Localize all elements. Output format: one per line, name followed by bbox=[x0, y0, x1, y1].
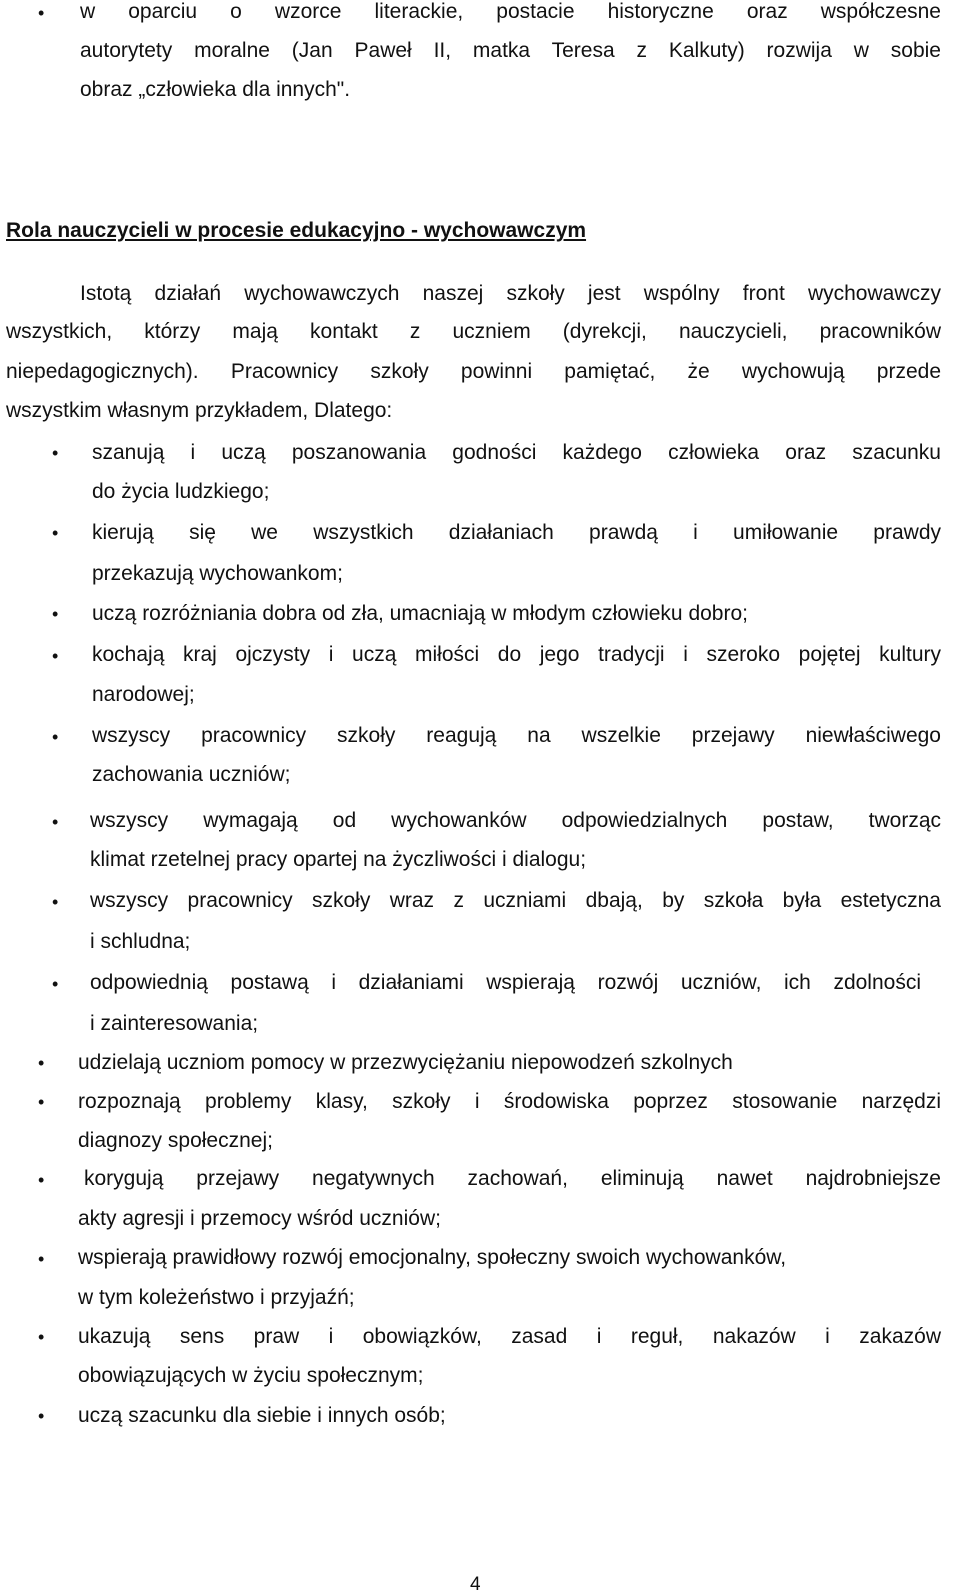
bullet-marker: • bbox=[38, 1092, 45, 1112]
list-item: narodowej; bbox=[92, 683, 195, 706]
list-item: uczą rozróżniania dobra od zła, umacniają w młodym człowieku dobro; bbox=[92, 602, 748, 625]
list-item: i schludna; bbox=[90, 930, 191, 953]
list-item: obowiązujących w życiu społecznym; bbox=[78, 1364, 424, 1387]
list-item: diagnozy społecznej; bbox=[78, 1129, 273, 1152]
intro-line: w oparciu o wzorce literackie, postacie historyczne oraz współczesne bbox=[80, 0, 941, 23]
bullet-marker: • bbox=[38, 1249, 45, 1269]
bullet-marker: • bbox=[52, 727, 59, 747]
bullet-marker: • bbox=[52, 812, 59, 832]
bullet-marker: • bbox=[38, 1406, 45, 1426]
bullet-marker: • bbox=[38, 3, 45, 23]
list-item: wspierają prawidłowy rozwój emocjonalny, społeczny swoich wychowanków, bbox=[78, 1246, 787, 1269]
paragraph-line: Istotą działań wychowawczych naszej szkoły jest wspólny front wychowawczy bbox=[80, 282, 941, 305]
list-item: wszyscy wymagają od wychowanków odpowiedzialnych postaw, tworząc bbox=[90, 809, 941, 832]
intro-line: autorytety moralne (Jan Paweł II, matka Teresa z Kalkuty) rozwija w sobie bbox=[80, 39, 941, 62]
list-item: i zainteresowania; bbox=[90, 1012, 259, 1035]
bullet-marker: • bbox=[52, 974, 59, 994]
list-item: ukazują sens praw i obowiązków, zasad i reguł, nakazów i zakazów bbox=[78, 1325, 941, 1348]
bullet-marker: • bbox=[38, 1170, 45, 1190]
list-item: wszyscy pracownicy szkoły reagują na wszelkie przejawy niewłaściwego bbox=[92, 724, 941, 747]
bullet-marker: • bbox=[52, 443, 59, 463]
list-item: w tym koleżeństwo i przyjaźń; bbox=[78, 1286, 355, 1309]
list-item: zachowania uczniów; bbox=[92, 763, 291, 786]
list-item: klimat rzetelnej pracy opartej na życzliwości i dialogu; bbox=[90, 848, 587, 871]
bullet-marker: • bbox=[52, 604, 59, 624]
list-item: wszyscy pracownicy szkoły wraz z uczniami dbają, by szkoła była estetyczna bbox=[90, 889, 941, 912]
bullet-marker: • bbox=[52, 646, 59, 666]
list-item: przekazują wychowankom; bbox=[92, 562, 343, 585]
paragraph-line: wszystkim własnym przykładem, Dlatego: bbox=[6, 399, 393, 422]
list-item: szanują i uczą poszanowania godności każdego człowieka oraz szacunku bbox=[92, 441, 941, 464]
paragraph-line: niepedagogicznych). Pracownicy szkoły powinni pamiętać, że wychowują przede bbox=[6, 360, 941, 383]
paragraph-line: wszystkich, którzy mają kontakt z uczniem (dyrekcji, nauczycieli, pracowników bbox=[6, 320, 941, 343]
list-item: udzielają uczniom pomocy w przezwyciężaniu niepowodzeń szkolnych bbox=[78, 1051, 733, 1074]
list-item: odpowiednią postawą i działaniami wspierają rozwój uczniów, ich zdolności bbox=[90, 971, 921, 994]
list-item: rozpoznają problemy klasy, szkoły i środowiska poprzez stosowanie narzędzi bbox=[78, 1090, 941, 1113]
section-heading: Rola nauczycieli w procesie edukacyjno - wychowawczym bbox=[6, 219, 587, 243]
bullet-marker: • bbox=[52, 892, 59, 912]
bullet-marker: • bbox=[38, 1053, 45, 1073]
list-item: kochają kraj ojczysty i uczą miłości do jego tradycji i szeroko pojętej kultury bbox=[92, 643, 941, 666]
list-item: korygują przejawy negatywnych zachowań, eliminują nawet najdrobniejsze bbox=[84, 1167, 941, 1190]
bullet-marker: • bbox=[38, 1327, 45, 1347]
bullet-marker: • bbox=[52, 523, 59, 543]
page-number: 4 bbox=[470, 1574, 481, 1595]
list-item: uczą szacunku dla siebie i innych osób; bbox=[78, 1404, 446, 1427]
intro-line: obraz „człowieka dla innych". bbox=[80, 78, 351, 101]
list-item: do życia ludzkiego; bbox=[92, 480, 270, 503]
list-item: kierują się we wszystkich działaniach prawdą i umiłowanie prawdy bbox=[92, 521, 941, 544]
list-item: akty agresji i przemocy wśród uczniów; bbox=[78, 1207, 441, 1230]
